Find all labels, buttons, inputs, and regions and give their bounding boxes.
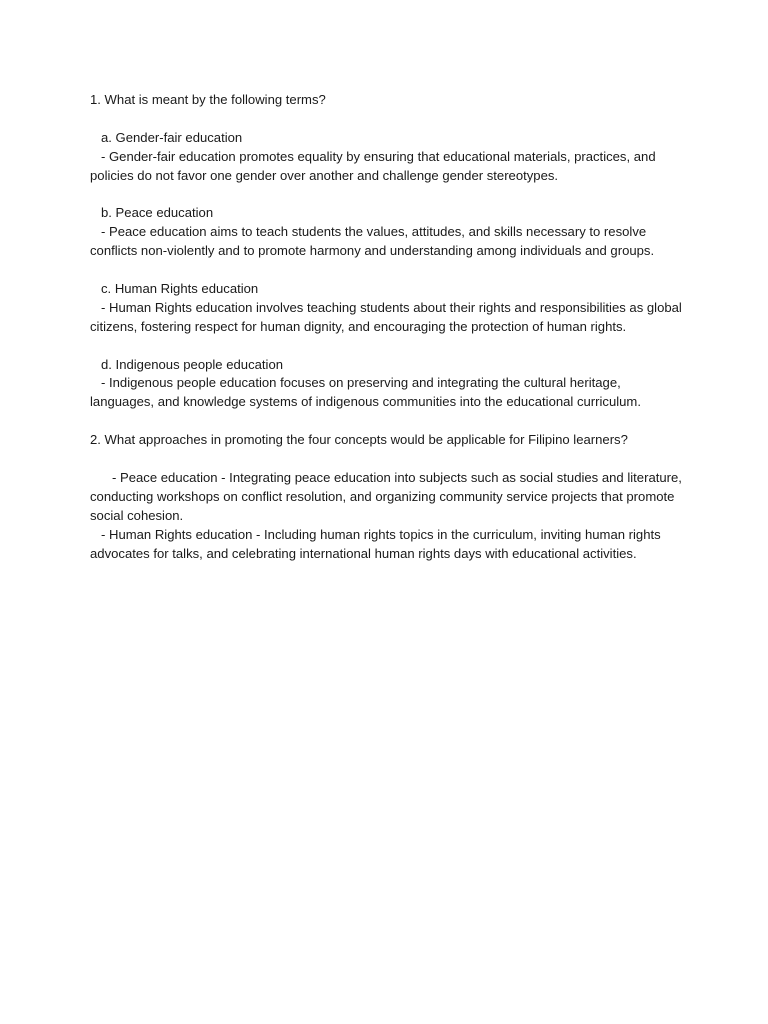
answer-human-rights [90,526,682,564]
answer-peace-text: - Peace education - Integrating peace education into subjects such as social studies and literature, conducting workshops on conflict resolution, and organizing community service projects that promote social cohesion. [90,469,682,523]
spacer [90,337,682,356]
term-peace: b. Peace education [101,205,214,221]
term-human-rights: c. Human Rights education [101,280,259,296]
definition-gender-fair-text: - Gender-fair education promotes equality by ensuring that educational materials, practices, and policies do not favor one gender over another and challenge gender stereotypes. [90,148,656,183]
spacer [90,110,682,129]
question-2: 2. What approaches in promoting the four concepts would be applicable for Filipino learners? [90,432,628,448]
term-indigenous: d. Indigenous people education [101,356,284,372]
definition-indigenous [90,374,682,412]
question-1: 1. What is meant by the following terms? [90,92,326,107]
definition-human-rights [90,299,682,337]
definition-indigenous-text: - Indigenous people education focuses on preserving and integrating the cultural heritage, languages, and knowledge systems of indigenous communities into the educational curriculum. [90,375,641,410]
spacer [90,185,682,204]
definition-peace [90,223,682,261]
definition-peace-text: - Peace education aims to teach students the values, attitudes, and skills necessary to resolve conflicts non-violently and to promote harmony and understanding among individuals and groups. [90,224,655,259]
definition-gender-fair [90,148,682,186]
spacer [90,450,682,469]
answer-human-rights-text: - Human Rights education - Including human rights topics in the curriculum, inviting human rights advocates for talks, and celebrating international human rights days with educational activities. [90,526,661,561]
answer-peace [90,469,682,526]
term-gender-fair: a. Gender-fair education [101,129,243,145]
spacer [90,412,682,431]
document-body [90,91,682,563]
definition-human-rights-text: - Human Rights education involves teaching students about their rights and responsibilities as global citizens, fostering respect for human dignity, and encouraging the protection of human rights. [90,299,682,334]
spacer [90,261,682,280]
